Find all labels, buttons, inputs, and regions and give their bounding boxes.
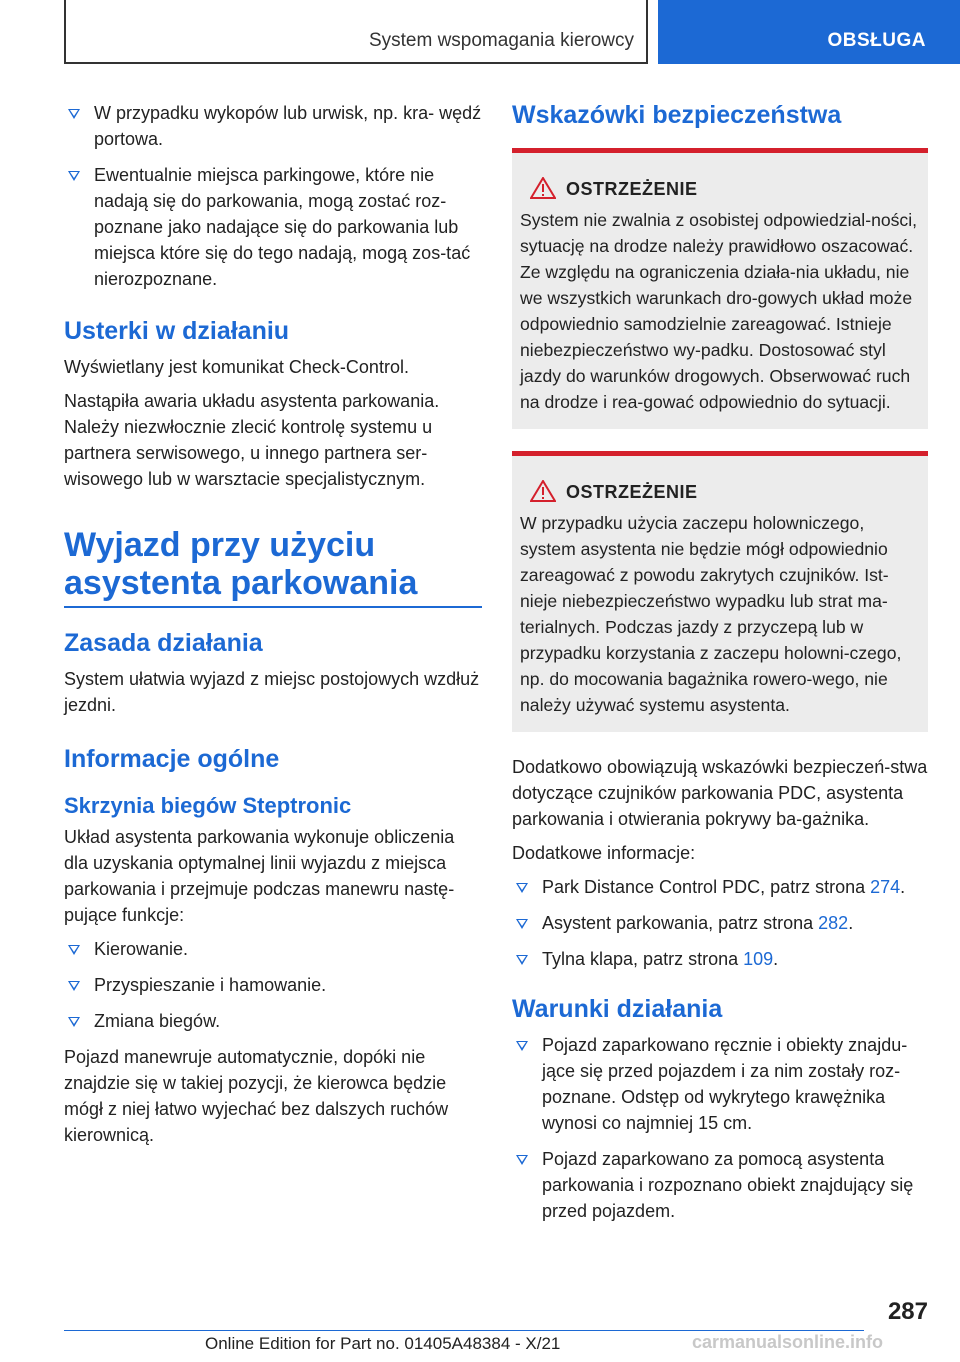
warning-box (512, 451, 928, 732)
page-link-282[interactable]: 282 (818, 913, 849, 933)
page-link-274[interactable]: 274 (870, 877, 901, 897)
heading-divider (64, 606, 482, 608)
bullet-triangle-icon (68, 1017, 80, 1027)
warning-triangle-icon (530, 480, 556, 502)
principle-heading: Zasada działania (64, 629, 263, 657)
principle-text: System ułatwia wyjazd z miejsc postojowych wzdłuż jezdni. (64, 669, 480, 715)
warning-triangle-icon (530, 177, 556, 199)
footer-divider (64, 1330, 864, 1331)
bullet-triangle-icon (516, 883, 528, 893)
list-item: Pojazd zaparkowano ręcznie i obiekty znajdu-jące się przed pojazdem i za nim zostały roz-poznane. Odstęp od wykrytego krawężnika wynosi co najmniej 15 cm. (512, 1032, 928, 1136)
left-column (64, 100, 482, 1156)
right-column (512, 100, 928, 1234)
conditions-heading: Warunki działania (512, 995, 723, 1023)
general-closing: Pojazd manewruje automatycznie, dopóki nie znajdzie się w takiej pozycji, że kierowca będzie mógł z niej łatwo wyjechać bez dalszych ruchów kierownicą. (64, 1047, 449, 1145)
bullet-triangle-icon (516, 955, 528, 965)
bullet-triangle-icon (68, 109, 80, 119)
safety-heading: Wskazówki bezpieczeństwa (512, 101, 842, 129)
edition-text: Online Edition for Part no. 01405A48384 - X/21 (205, 1334, 561, 1353)
bullet-triangle-icon (68, 171, 80, 181)
list-item: Asystent parkowania, patrz strona 282. (512, 910, 928, 936)
warning-text: W przypadku użycia zaczepu holowniczego, system asystenta nie będzie mógł odpowiednio zareagować z powodu zakrytych czujników. Ist-nieje niebezpieczeństwo wypadku lub strat ma-terialnych. Podczas jazdy z przyczepą lub w przypadku korzystania z zaczepu holowni-czego, np. do mocowania bagażnika rowero-wego, nie należy używać systemu asystenta. (520, 513, 902, 715)
watermark-logo: carmanualsonline.info (692, 1332, 884, 1352)
chapter-tab-label: OBSŁUGA (827, 30, 926, 51)
list-item: W przypadku wykopów lub urwisk, np. kra- wędź portowa. (64, 100, 482, 152)
malfunction-heading: Usterki w działaniu (64, 317, 290, 345)
bullet-triangle-icon (516, 1155, 528, 1165)
general-heading: Informacje ogólne (64, 745, 280, 773)
page-number: 287 (887, 1298, 928, 1325)
bullet-triangle-icon (68, 981, 80, 991)
section-title: System wspomagania kierowcy (368, 30, 634, 51)
bullet-triangle-icon (516, 919, 528, 929)
main-heading: Wyjazd przy użyciu asystenta parkowania (64, 526, 418, 602)
general-text: Układ asystenta parkowania wykonuje obliczenia dla uzyskania optymalnej linii wyjazdu z miejsca parkowania i przejmuje podczas manewru nastę-pujące funkcje: (64, 827, 455, 925)
warning-text: System nie zwalnia z osobistej odpowiedzial-ności, sytuację na drodze należy prawidłowo oszacować. Ze względu na ograniczenia działa-nia układu, nie we wszystkich warunkach dro-gowych układ może odpowiednio samodzielnie zareagować. Istnieje niebezpieczeństwo wy-padku. Dostosować styl jazdy do warunków drogowych. Obserwować ruch na drodze i rea-gować odpowiednio do sytuacji. (520, 210, 918, 412)
page-link-109[interactable]: 109 (743, 949, 774, 969)
list-item: Przyspieszanie i hamowanie. (64, 972, 482, 998)
bullet-triangle-icon (516, 1041, 528, 1051)
list-item: Zmiana biegów. (64, 1008, 482, 1034)
list-item: Ewentualnie miejsca parkingowe, które nie nadają się do parkowania, mogą zostać roz-poznane jako nadające się do parkowania lub miejsca które się do tego nadają, mogą zos-tać nierozpoznane. (64, 162, 482, 292)
warning-title: OSTRZEŻENIE (520, 177, 920, 201)
additional-safety-text: Dodatkowo obowiązują wskazówki bezpieczeń-stwa dotyczące czujników parkowania PDC, asystenta parkowania i otwierania pokrywy ba-gażnika. (512, 757, 928, 829)
additional-info-label: Dodatkowe informacje: (512, 843, 696, 863)
list-item: Kierowanie. (64, 936, 482, 962)
list-item: Park Distance Control PDC, patrz strona 274. (512, 874, 928, 900)
malfunction-text-2: Nastąpiła awaria układu asystenta parkowania. Należy niezwłocznie zlecić kontrolę systemu u partnera serwisowego, u innego partnera ser-wisowego lub w warsztacie specjalistycznym. (64, 391, 440, 489)
header-section-box (64, 0, 648, 64)
chapter-tab (658, 0, 960, 64)
list-item: Pojazd zaparkowano za pomocą asystenta parkowania i rozpoznano obiekt znajdujący się przed pojazdem. (512, 1146, 928, 1224)
warning-title: OSTRZEŻENIE (520, 480, 920, 504)
bullet-triangle-icon (68, 945, 80, 955)
steptronic-subheading: Skrzynia biegów Steptronic (64, 793, 352, 818)
warning-box (512, 148, 928, 429)
malfunction-text-1: Wyświetlany jest komunikat Check-Control. (64, 357, 409, 377)
list-item: Tylna klapa, patrz strona 109. (512, 946, 928, 972)
